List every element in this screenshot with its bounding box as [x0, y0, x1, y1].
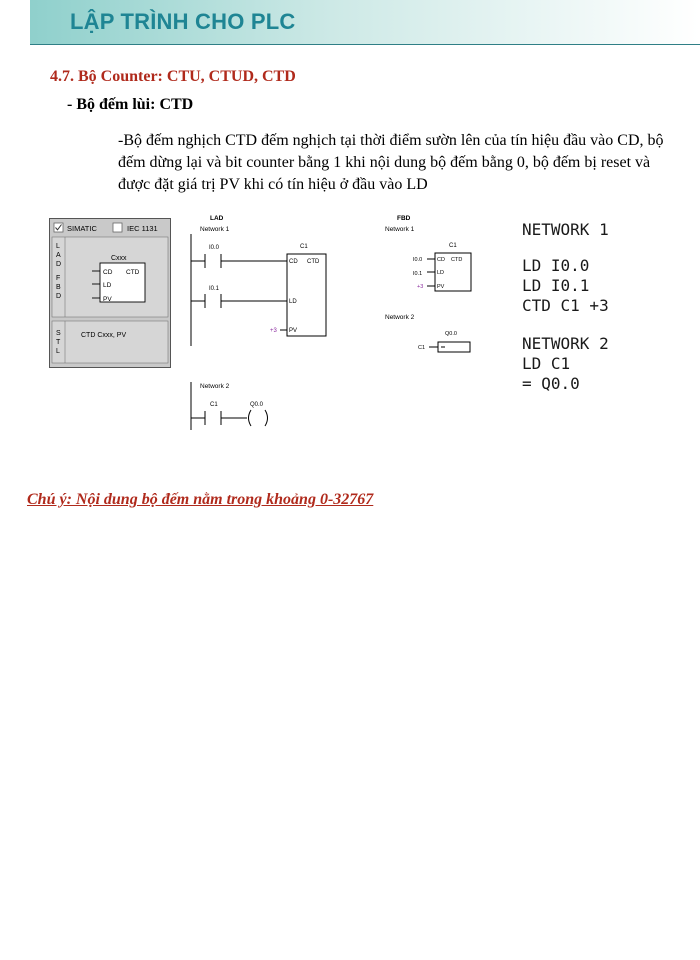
lad-pv-value: +3 — [270, 328, 277, 334]
stl-line: = Q0.0 — [522, 374, 580, 393]
lad-contact2-label: I0.1 — [209, 286, 220, 292]
subsection-heading: - Bộ đếm lùi: CTD — [67, 96, 194, 113]
stl-line: LD I0.0 — [522, 256, 590, 275]
lad-contact-i00 — [191, 254, 287, 268]
lad-network2-label: Network 2 — [200, 383, 230, 390]
fbd-in3-label: C1 — [418, 345, 426, 351]
lad-contact-i01 — [191, 294, 287, 308]
iec-checkbox[interactable] — [113, 223, 122, 232]
lad-contact3-label: C1 — [210, 402, 218, 408]
stl-line: NETWORK 2 — [522, 334, 609, 353]
svg-text:F: F — [56, 275, 61, 282]
page-title: LẬP TRÌNH CHO PLC — [70, 9, 296, 34]
fbd-pin-ctd: CTD — [451, 257, 463, 263]
simatic-checkbox[interactable] — [54, 223, 63, 232]
fbd-title: FBD — [397, 215, 411, 222]
header-bar — [30, 0, 700, 45]
lad-title: LAD — [210, 215, 224, 222]
pin-ld-label: LD — [103, 282, 112, 289]
lad-pin-cd: CD — [289, 259, 298, 265]
fbd-network2-label: Network 2 — [385, 314, 415, 321]
svg-text:B: B — [56, 284, 61, 291]
pin-pv-label: PV — [103, 296, 112, 303]
fbd-diagram — [380, 210, 490, 360]
fbd-pin-cd: CD — [437, 257, 445, 263]
svg-text:T: T — [56, 339, 61, 346]
svg-text:S: S — [56, 330, 61, 337]
stl-syntax: CTD Cxxx, PV — [81, 332, 127, 339]
pin-cd-label: CD — [103, 269, 113, 276]
stl-line: LD I0.1 — [522, 276, 590, 295]
fbd-pv-value: +3 — [417, 284, 424, 290]
simatic-label: SIMATIC — [67, 224, 97, 233]
section-heading: 4.7. Bộ Counter: CTU, CTUD, CTD — [50, 68, 296, 85]
stl-line: CTD C1 +3 — [522, 296, 609, 315]
stl-line: NETWORK 1 — [522, 220, 609, 239]
fbd-in2-label: I0.1 — [413, 271, 423, 277]
lad-contact1-label: I0.0 — [209, 245, 220, 251]
fbd-pin-ld: LD — [437, 270, 445, 276]
svg-text:D: D — [56, 261, 62, 268]
fbd-in1-label: I0.0 — [413, 257, 423, 263]
svg-text:L: L — [56, 243, 60, 250]
lad-network1-label: Network 1 — [200, 226, 230, 233]
lad-pin-ld: LD — [289, 299, 297, 305]
lad-network2-rung — [191, 410, 268, 426]
fbd-network1-label: Network 1 — [385, 226, 415, 233]
lad-pin-ctd: CTD — [307, 259, 320, 265]
stl-line: LD C1 — [522, 354, 571, 373]
lad-diagram — [183, 210, 333, 435]
fbd-counter-label: C1 — [449, 243, 457, 249]
coil-icon — [249, 410, 252, 426]
lad-coil-label: Q0.0 — [250, 402, 264, 408]
fbd-pin-pv: PV — [437, 284, 445, 290]
lad-counter-label: C1 — [300, 244, 308, 250]
block-name: Cxxx — [111, 255, 127, 262]
note-text: Chú ý: Nội dung bộ đếm nằm trong khoảng 0-32767 — [27, 491, 374, 508]
lad-pin-pv: PV — [289, 328, 298, 334]
description-paragraph: -Bộ đếm nghịch CTD đếm nghịch tại thời điểm sườn lên của tín hiệu đầu vào CD, bộ đếm dừng lại và bit counter bằng 1 khi nội dung bộ đếm bằng 0, bộ đếm bị reset và được đặt giá trị PV khi có tín hiệu ở đầu vào LD — [118, 132, 664, 193]
svg-text:A: A — [56, 252, 61, 259]
svg-text:L: L — [56, 348, 60, 355]
pin-ctd-label: CTD — [126, 269, 140, 276]
lad-ctd-box — [287, 254, 326, 336]
iec-label: IEC 1131 — [127, 224, 158, 233]
svg-text:D: D — [56, 293, 62, 300]
fbd-coil-label: Q0.0 — [445, 331, 457, 337]
ctd-instruction-panel — [49, 218, 171, 368]
